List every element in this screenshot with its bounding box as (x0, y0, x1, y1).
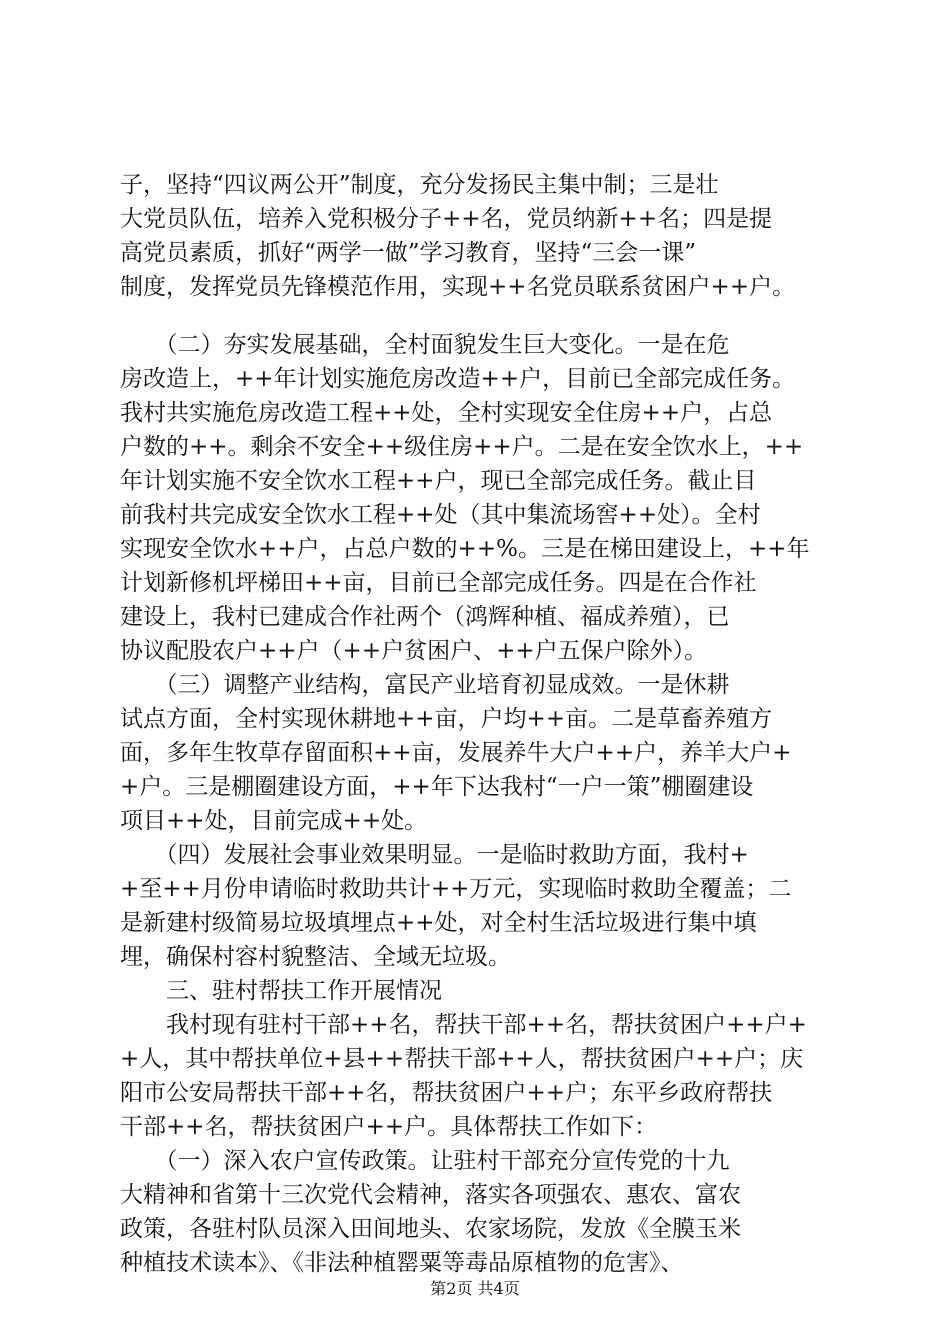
text-line: 制度，发挥党员先锋模范作用，实现++名党员联系贫困户++户。 (120, 274, 796, 300)
paragraph-gap (120, 304, 832, 328)
text-line: 试点方面，全村实现休耕地++亩，户均++亩。二是草畜养殖方 (120, 706, 773, 732)
document-body (120, 168, 832, 1280)
text-line: 实现安全饮水++户，占总户数的++%。三是在梯田建设上，++年 (120, 536, 810, 562)
text-line: 年计划实施不安全饮水工程++户，现已全部完成任务。截止目 (120, 468, 757, 494)
text-line: +户。三是棚圈建设方面，++年下达我村“一户一策”棚圈建设 (120, 774, 754, 800)
text-line: （四）发展社会事业效果明显。一是临时救助方面，我村+ (120, 842, 749, 868)
text-line: 前我村共完成安全饮水工程++处（其中集流场窖++处）。全村 (120, 502, 761, 528)
text-line: 我村共实施危房改造工程++处，全村实现安全住房++户，占总 (120, 400, 773, 426)
section-heading: 三、驻村帮扶工作开展情况 (120, 978, 442, 1004)
text-line: 户数的++。剩余不安全++级住房++户。二是在安全饮水上，++ (120, 434, 804, 460)
text-line: 政策，各驻村队员深入田间地头、农家场院，发放《全膜玉米 (120, 1216, 741, 1242)
text-line: +至++月份申请临时救助共计++万元，实现临时救助全覆盖；二 (120, 876, 792, 902)
text-line: 面，多年生牧草存留面积++亩，发展养牛大户++户，养羊大户+ (120, 740, 792, 766)
text-line: 大党员队伍，培养入党积极分子++名，党员纳新++名；四是提 (120, 206, 773, 232)
text-line: 埋，确保村容村貌整洁、全域无垃圾。 (120, 944, 511, 970)
text-line: （二）夯实发展基础，全村面貌发生巨大变化。一是在危 (120, 332, 730, 358)
page-number-footer: 第2页 共4页 (430, 1279, 520, 1298)
text-line: 大精神和省第十三次党代会精神，落实各项强农、惠农、富农 (120, 1182, 741, 1208)
text-line: 干部++名，帮扶贫困户++户。具体帮扶工作如下： (120, 1114, 658, 1140)
text-line: 种植技术读本》、《非法种植罂粟等毒品原植物的危害》、 (120, 1250, 684, 1276)
text-line: 计划新修机坪梯田++亩，目前已全部完成任务。四是在合作社 (120, 570, 757, 596)
text-line: +人，其中帮扶单位+县++帮扶干部++人，帮扶贫困户++户；庆 (120, 1046, 804, 1072)
text-line: 高党员素质，抓好“两学一做”学习教育，坚持“三会一课” (120, 240, 697, 266)
text-line: 阳市公安局帮扶干部++名，帮扶贫困户++户；东平乡政府帮扶 (120, 1080, 773, 1106)
text-line: 我村现有驻村干部++名，帮扶干部++名，帮扶贫困户++户+ (120, 1012, 807, 1038)
text-line: 项目++处，目前完成++处。 (120, 808, 428, 834)
text-line: 房改造上，++年计划实施危房改造++户，目前已全部完成任务。 (120, 366, 796, 392)
text-line: （一）深入农户宣传政策。让驻村干部充分宣传党的十九 (120, 1148, 730, 1174)
text-line: 是新建村级简易垃圾填埋点++处，对全村生活垃圾进行集中填 (120, 910, 757, 936)
text-line: 协议配股农户++户（++户贫困户、++户五保户除外）。 (120, 638, 708, 664)
text-line: （三）调整产业结构，富民产业培育初显成效。一是休耕 (120, 672, 730, 698)
text-line: 子，坚持“四议两公开”制度，充分发扬民主集中制；三是壮 (120, 172, 719, 198)
text-line: 建设上，我村已建成合作社两个（鸿辉种植、福成养殖），已 (120, 604, 730, 630)
